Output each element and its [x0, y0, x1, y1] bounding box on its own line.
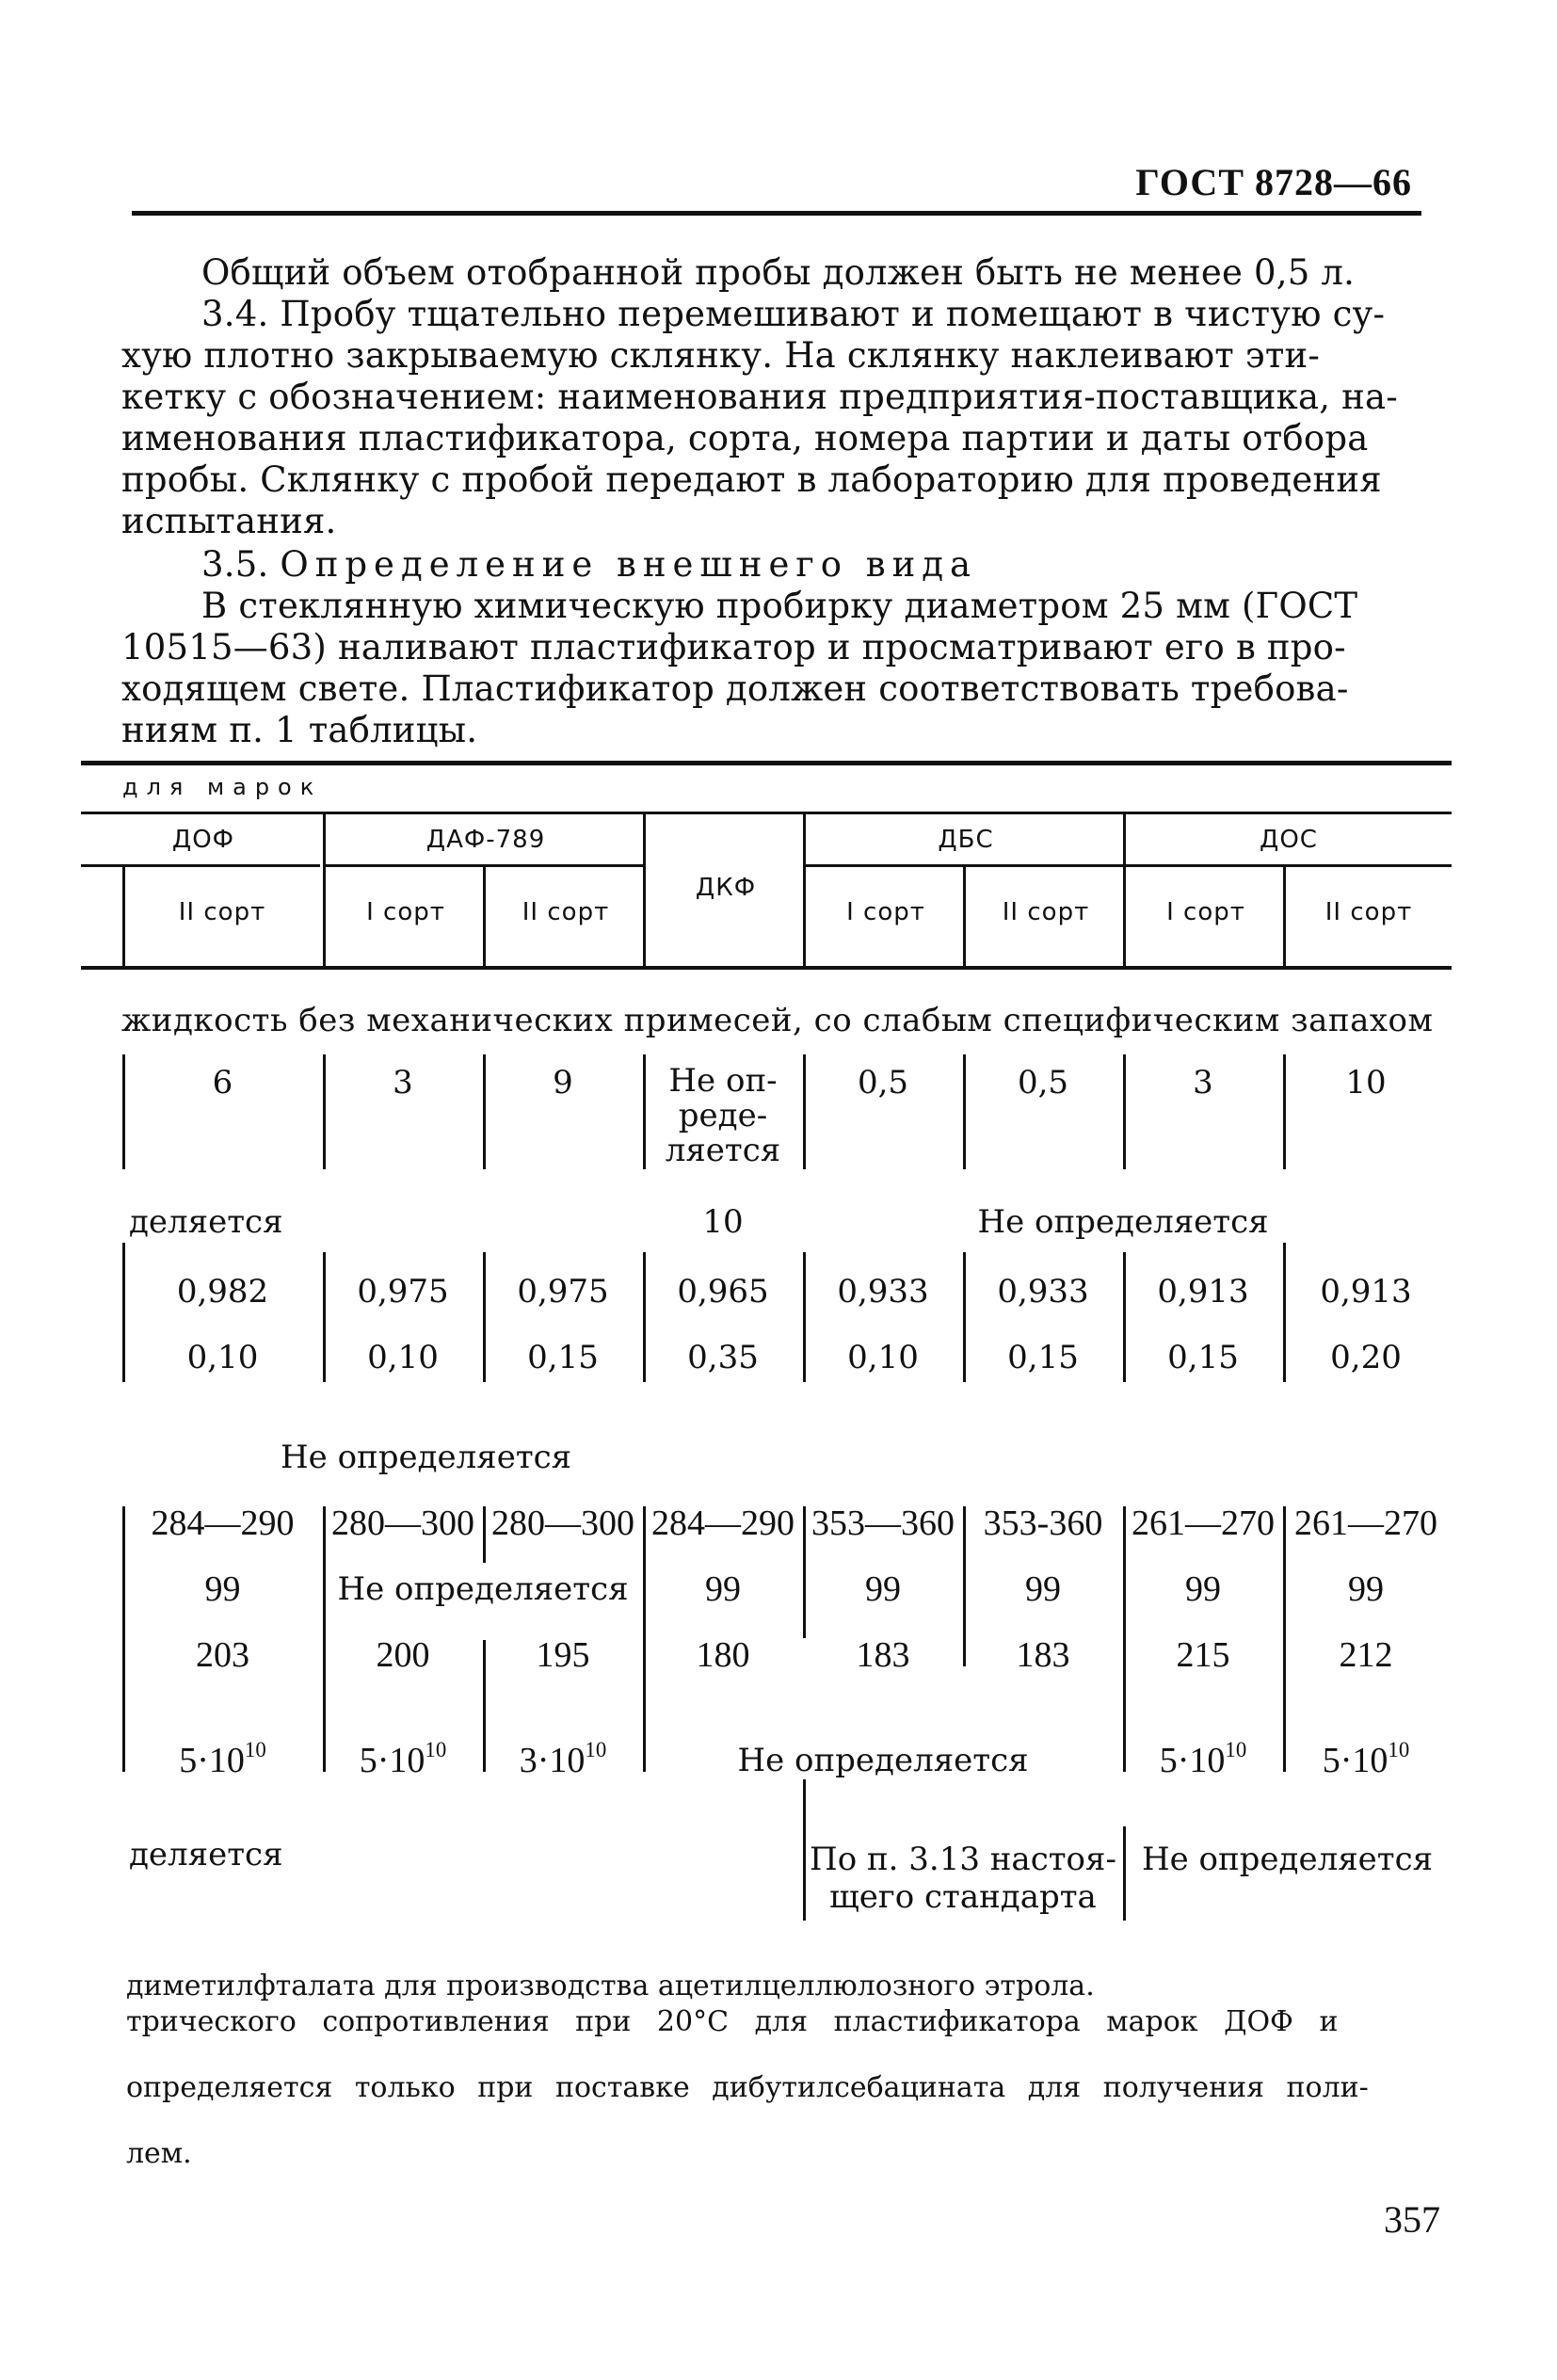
table-cell: 0,15	[527, 1339, 599, 1376]
table-cell: 183	[856, 1635, 910, 1675]
table-cell: 203	[196, 1635, 249, 1675]
table-cell: 261—270	[1294, 1504, 1437, 1543]
col-divider	[1123, 814, 1126, 968]
table-cell: 0,10	[367, 1339, 439, 1376]
cell-line: Не оп-	[668, 1062, 778, 1100]
exponent: 10	[425, 1738, 447, 1762]
paragraph-line: хую плотно закрываемую склянку. На склянку наклеивают эти-	[121, 335, 1321, 376]
grade-daf-1: I сорт	[366, 898, 445, 926]
table-header-bottom-rule	[81, 966, 1452, 970]
group-dos: ДОС	[1260, 826, 1318, 854]
table-cell: 99	[204, 1569, 241, 1609]
table-cell: 99	[1185, 1569, 1221, 1609]
paragraph-line: ходящем свете. Пластификатор должен соответствовать требова-	[121, 668, 1349, 709]
table-cell: Не определяется	[737, 1742, 1029, 1779]
paragraph-line: кетку с обозначением: наименования предприятия-поставщика, на-	[121, 377, 1398, 417]
group-underline-dos	[1126, 864, 1452, 867]
table-cell: 280—300	[491, 1504, 634, 1543]
table-cell: 99	[1025, 1569, 1061, 1609]
table-cell: деляется	[129, 1836, 283, 1873]
cell-line: По п. 3.13 настоя-	[810, 1841, 1116, 1878]
table-cell	[803, 1841, 1123, 1916]
table-cell: 3	[393, 1064, 413, 1102]
paragraph-line: 10515—63) наливают пластификатор и просматривают его в про-	[121, 627, 1346, 667]
col-divider	[803, 814, 806, 968]
table-cell	[643, 1064, 803, 1168]
table-cell: 180	[696, 1635, 750, 1675]
exponent: 10	[1225, 1738, 1247, 1762]
table-cell: 353—360	[811, 1504, 955, 1543]
table-cell: 10	[702, 1203, 744, 1241]
paragraph-line: пробы. Склянку с пробой передают в лабораторию для проведения	[121, 459, 1382, 500]
group-dkf: ДКФ	[695, 874, 757, 902]
group-dof: ДОФ	[171, 826, 235, 854]
table-cell: 0,35	[687, 1339, 759, 1376]
cell-value: 3·10	[519, 1741, 586, 1780]
table-cell: Не определяется	[337, 1570, 629, 1608]
cell-value: 5·10	[359, 1741, 425, 1780]
table-cell: 99	[705, 1569, 741, 1609]
col-divider	[483, 864, 486, 968]
table-cell: 0,965	[677, 1273, 769, 1311]
paragraph-line: именования пластификатора, сорта, номера партии и даты отбора	[121, 418, 1369, 458]
table-cell: 0,10	[186, 1339, 259, 1376]
grade-dos-2: II сорт	[1324, 898, 1413, 926]
table-header-rule	[81, 812, 1452, 814]
table-cell: 0,5	[857, 1064, 909, 1102]
table-cell: 215	[1176, 1635, 1230, 1675]
footnote: лем.	[126, 2137, 192, 2170]
table-cell: 0,933	[997, 1273, 1089, 1311]
table-cell: 0,913	[1157, 1273, 1249, 1311]
table-cell: 0,20	[1330, 1339, 1402, 1376]
table-cell: 200	[376, 1635, 430, 1675]
table-cell: 0,975	[357, 1273, 449, 1311]
table-cell: 0,933	[837, 1273, 929, 1311]
footnote: трического сопротивления при 20°С для пластификатора марок ДОФ и	[126, 2005, 1339, 2038]
table-cell: 195	[536, 1635, 590, 1675]
table-cell: Не определяется	[281, 1439, 572, 1476]
table-cell: 99	[865, 1569, 901, 1609]
cell-value: 5·10	[1322, 1741, 1388, 1780]
table-cell: 99	[1348, 1569, 1384, 1609]
table-cell: 284—290	[651, 1504, 795, 1543]
col-divider	[122, 864, 125, 968]
exponent: 10	[1388, 1738, 1410, 1762]
table-cell: 183	[1016, 1635, 1070, 1675]
table-cell: деляется	[129, 1203, 283, 1241]
cell-value: 5·10	[1159, 1741, 1226, 1780]
table-cell: 9	[553, 1064, 573, 1102]
table-cell	[1123, 1740, 1283, 1781]
table-cell: 0,15	[1007, 1339, 1079, 1376]
table-cell: 353-360	[983, 1504, 1103, 1543]
section-heading	[201, 544, 977, 585]
grade-dof-2: II сорт	[178, 898, 266, 926]
paragraph-line: В стеклянную химическую пробирку диаметром 25 мм (ГОСТ	[201, 586, 1358, 626]
col-divider	[963, 864, 966, 968]
table-caption: для марок	[122, 774, 323, 800]
grade-dos-1: I сорт	[1166, 898, 1245, 926]
table-cell	[122, 1740, 323, 1781]
table-cell	[483, 1740, 643, 1781]
table-cell: 3	[1193, 1064, 1213, 1102]
standard-number: ГОСТ 8728—66	[1135, 161, 1412, 203]
table-cell: 280—300	[331, 1504, 474, 1543]
footnote: диметилфталата для производства ацетилцеллюлозного этрола.	[126, 1970, 1095, 2002]
cell-line: реде-	[678, 1097, 768, 1134]
table-cell: 0,913	[1320, 1273, 1412, 1311]
table-cell: 0,10	[847, 1339, 919, 1376]
group-underline-daf	[326, 864, 646, 867]
table-cell: 0,15	[1167, 1339, 1239, 1376]
col-divider	[643, 814, 646, 968]
table-cell: 261—270	[1132, 1504, 1275, 1543]
exponent: 10	[244, 1738, 266, 1762]
group-daf: ДАФ-789	[425, 826, 546, 854]
footnote: определяется только при поставке дибутилсебацината для получения поли-	[126, 2071, 1369, 2104]
exponent: 10	[585, 1738, 607, 1762]
group-underline-dof	[81, 864, 320, 867]
group-underline-dbs	[806, 864, 1126, 867]
table-cell: Не определяется	[1141, 1841, 1434, 1878]
table-cell: 0,982	[176, 1273, 269, 1311]
grade-daf-2: II сорт	[522, 898, 610, 926]
table-cell: 0,5	[1017, 1064, 1069, 1102]
paragraph-line: Общий объем отобранной пробы должен быть не менее 0,5 л.	[201, 252, 1356, 293]
section-title: Определение внешнего вида	[280, 544, 978, 585]
cell-value: 5·10	[179, 1741, 245, 1780]
col-divider	[1283, 864, 1286, 968]
table-cell: 6	[212, 1064, 233, 1102]
paragraph-line: испытания.	[121, 501, 337, 541]
paragraph-line: 3.4. Пробу тщательно перемешивают и помещают в чистую су-	[201, 294, 1386, 334]
table-cell	[323, 1740, 483, 1781]
grade-dbs-2: II сорт	[1002, 898, 1090, 926]
table-cell	[1283, 1740, 1449, 1781]
group-dbs: ДБС	[938, 826, 994, 854]
header-rule	[132, 211, 1421, 216]
appearance-text: жидкость без механических примесей, со слабым специфическим запахом	[121, 1002, 1434, 1039]
cell-line: щего стандарта	[829, 1878, 1097, 1916]
col-divider	[323, 814, 326, 968]
table-cell: 212	[1339, 1635, 1393, 1675]
page-number: 357	[1384, 2198, 1440, 2241]
paragraph-line: ниям п. 1 таблицы.	[121, 710, 478, 750]
table-cell: 0,975	[517, 1273, 609, 1311]
table-cell: 10	[1345, 1064, 1387, 1102]
table-cell: 284—290	[151, 1504, 295, 1543]
cell-line: ляется	[665, 1132, 781, 1169]
table-top-rule	[81, 761, 1452, 765]
grade-dbs-1: I сорт	[846, 898, 925, 926]
table-cell: Не определяется	[977, 1203, 1269, 1241]
section-number: 3.5.	[201, 544, 269, 585]
